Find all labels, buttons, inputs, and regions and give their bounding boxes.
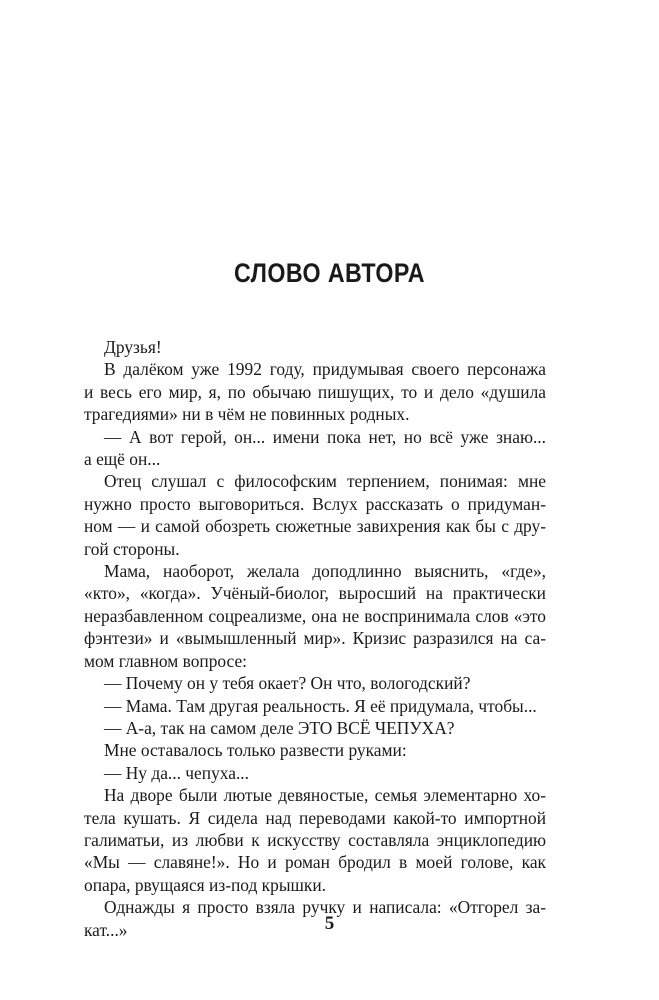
text-line: Мне оставалось только развести руками: [104,740,407,761]
text-line: нужно просто выговориться. Вслух рассказать о придуман- [84,493,546,514]
body-text [84,336,546,941]
text-line: и весь его мир, я, по обычаю пишущих, то и дело «душила [84,381,546,402]
text-line: Отец слушал с философским терпением, понимая: мне [104,471,546,492]
text-line: Мама, наоборот, желала доподлинно выяснить, «где», [104,561,546,582]
text-line: гой стороны. [84,538,180,559]
text-line: — Почему он у тебя окает? Он что, вологодский? [104,673,471,694]
text-line: — А вот герой, он... имени пока нет, но всё уже знаю... [104,426,546,447]
chapter-title: СЛОВО АВТОРА [234,258,425,288]
text-line: кат...» [84,919,128,940]
page-number: 5 [324,913,335,934]
text-line: «кто», «когда». Учёный-биолог, выросший на практически [84,583,546,604]
text-line: — А-а, так на самом деле ЭТО ВСЁ ЧЕПУХА? [104,717,455,738]
text-line: ном — и самой обозреть сюжетные завихрения как бы с дру- [84,516,546,537]
text-line: Однажды я просто взяла ручку и написала: «Отгорел за- [104,897,546,918]
text-line: а ещё он... [84,449,161,470]
text-line: — Мама. Там другая реальность. Я её придумала, чтобы... [104,695,537,716]
text-line: галиматьи, из любви к искусству составляла энциклопедию [84,829,546,850]
text-line: В далёком уже 1992 году, придумывая своего персонажа [104,359,546,380]
text-line: «Мы — славяне!». Но и роман бродил в моей голове, как [84,852,546,873]
text-line: неразбавленном соцреализме, она не воспринимала слов «это [84,605,546,626]
text-line: опара, рвущаяся из-под крышки. [84,874,326,895]
text-line: тела кушать. Я сидела над переводами какой-то импортной [84,807,546,828]
text-line: фэнтези» и «вымышленный мир». Кризис разразился на са- [84,628,546,649]
text-line: На дворе были лютые девяностые, семья элементарно хо- [104,785,546,806]
text-line: Друзья! [104,337,162,357]
text-line: — Ну да... чепуха... [104,762,249,783]
text-line: мом главном вопросе: [84,650,248,671]
text-line: трагедиями» ни в чём не повинных родных. [84,404,410,425]
